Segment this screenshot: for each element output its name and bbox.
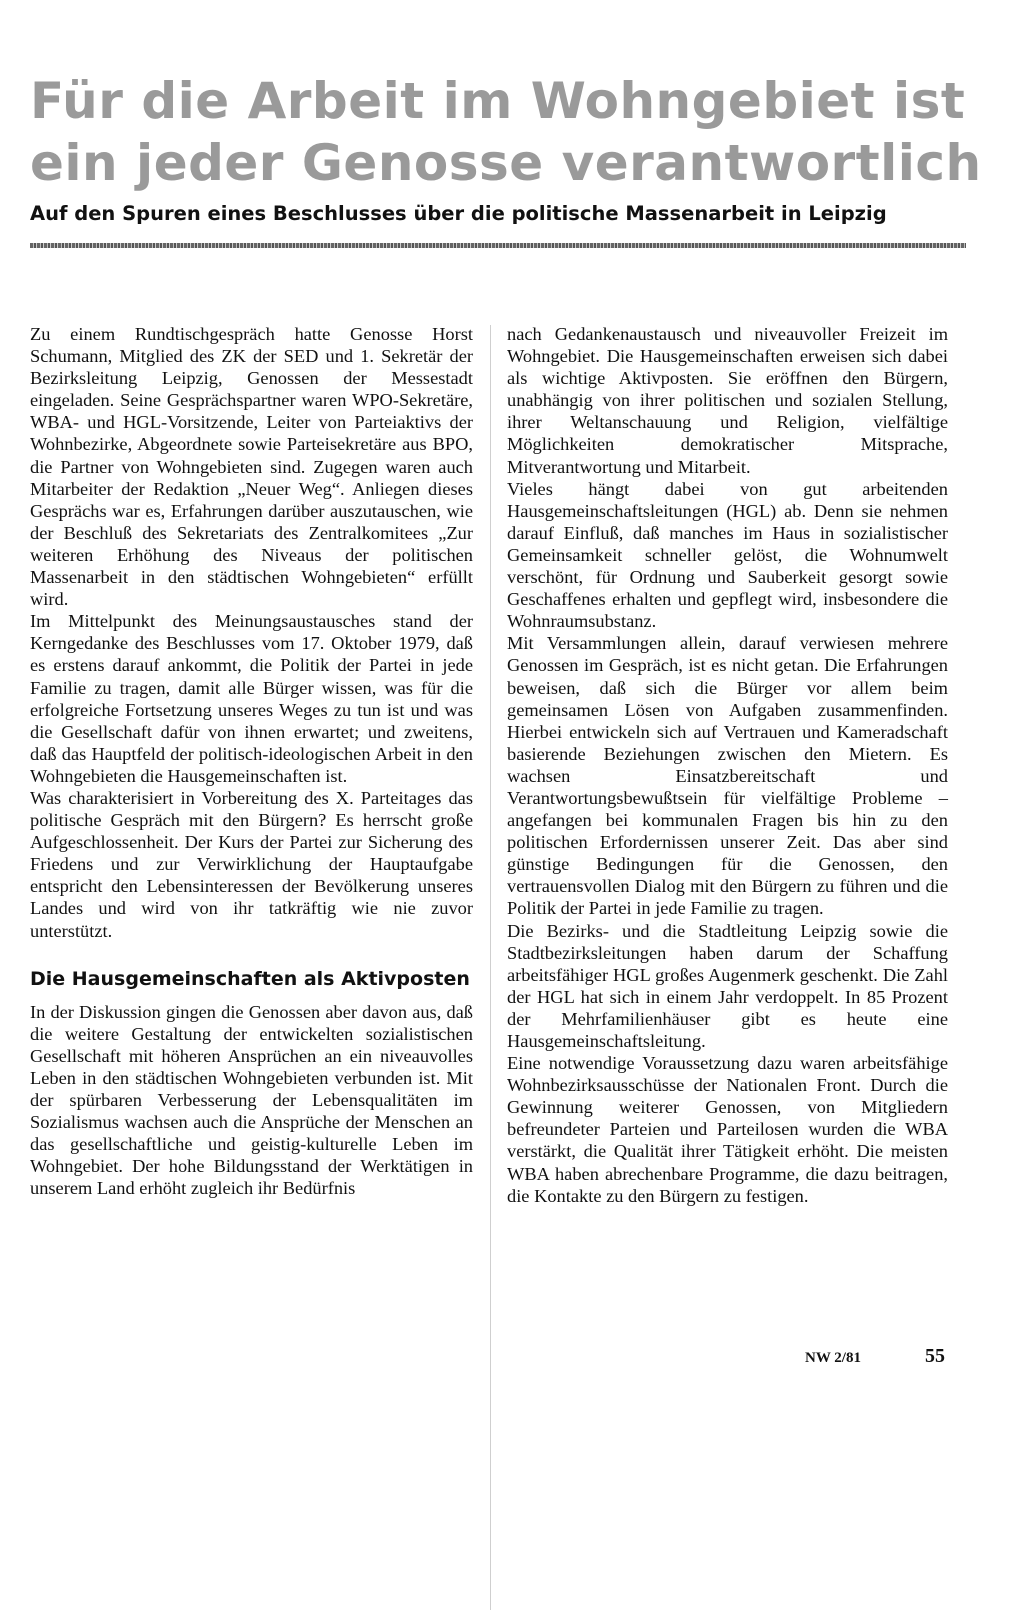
left-column [30,323,473,1199]
paragraph: Eine notwendige Voraussetzung dazu waren arbeitsfähige Wohnbezirksausschüsse der Nationalen Front. Durch die Gewinnung weiterer Genossen, von Mitgliedern befreundeter Parteien und Parteilosen wurden die WBA verstärkt, die Qualität ihrer Tätigkeit erhöht. Die meisten WBA haben abrechenbare Programme, die dazu beitragen, die Kontakte zu den Bürgern zu festigen. [507,1053,948,1206]
column-divider [490,325,491,1610]
paragraph: Vieles hängt dabei von gut arbeitenden Hausgemeinschaftsleitungen (HGL) ab. Denn sie nehmen darauf Einfluß, daß manches im Haus in sozialistischer Gemeinsamkeit schneller gelöst, die Wohnumwelt verschönt, für Ordnung und Sauberkeit gesorgt sowie Geschaffenes erhalten und gepflegt wird, insbesondere die Wohnraumsubstanz. [507,478,948,632]
right-column [507,323,948,1207]
section-heading: Die Hausgemeinschaften als Aktivposten [30,967,470,990]
article-title: Für die Arbeit im Wohngebiet ist ein jeder Genosse verantwortlich [30,72,982,192]
paragraph: Die Bezirks- und die Stadtleitung Leipzig sowie die Stadtbezirksleitungen haben darum der Schaffung arbeitsfähiger HGL großes Augenmerk geschenkt. Die Zahl der HGL hat sich in einem Jahr verdoppelt. In 85 Prozent der Mehrfamilienhäuser gibt es heute eine Hausgemeinschaftsleitung. [507,920,948,1051]
paragraph: nach Gedankenaustausch und niveauvoller Freizeit im Wohngebiet. Die Hausgemeinschaften erweisen sich dabei als wichtige Aktivposten. Sie eröffnen den Bürgern, unabhängig von ihrer politischen und sozialen Stellung, ihrer Weltanschauung und Religion, vielfältige Möglichkeiten demokratischer Mitsprache, Mitverantwortung und Mitarbeit. [507,324,948,477]
page-number: 55 [925,1345,945,1367]
paragraph: Mit Versammlungen allein, darauf verwiesen mehrere Genossen im Gespräch, ist es nicht getan. Die Erfahrungen beweisen, daß sich die Bürger vor allem beim gemeinsamen Lösen von Aufgaben zusammenfinden. Hierbei entwickeln sich auf Vertrauen und Kameradschaft basierende Beziehungen zwischen den Mietern. Es wachsen Einsatzbereitschaft und Verantwortungsbewußtsein für vielfältige Probleme – angefangen bei kommunalen Fragen bis hin zu den politischen Erfordernissen unserer Zeit. Das aber sind günstige Bedingungen für die Genossen, den vertrauensvollen Dialog mit den Bürgern zu führen und die Politik der Partei in jede Familie zu tragen. [507,633,948,919]
paragraph: Was charakterisiert in Vorbereitung des X. Parteitages das politische Gespräch mit den Bürgern? Es herrscht große Aufgeschlossenheit. Der Kurs der Partei zur Sicherung des Friedens und zur Verwirklichung der Hauptaufgabe entspricht den Lebensinteressen der Bevölkerung unseres Landes und wird von ihr tatkräftig wie nie zuvor unterstützt. [30,787,473,941]
paragraph: Zu einem Rundtischgespräch hatte Genosse Horst Schumann, Mitglied des ZK der SED und 1. Sekretär der Bezirksleitung Leipzig, Genossen der Messestadt eingeladen. Seine Gesprächspartner waren WPO-Sekretäre, WBA- und HGL-Vorsitzende, Leiter von Parteiaktivs der Wohnbezirke, Abgeordnete sowie Parteisekretäre aus BPO, die Partner von Wohngebieten sind. Zugegen waren auch Mitarbeiter der Redaktion „Neuer Weg“. Anliegen dieses Gesprächs war es, Erfahrungen darüber auszutauschen, wie der Beschluß des Sekretariats des Zentralkomitees „Zur weiteren Erhöhung des Niveaus der politischen Massenarbeit in den städtischen Wohngebieten“ erfüllt wird. [30,324,473,610]
title-rule [30,243,966,248]
issue-reference: NW 2/81 [805,1350,861,1366]
paragraph: In der Diskussion gingen die Genossen aber davon aus, daß die weitere Gestaltung der entwickelten sozialistischen Gesellschaft mit höheren Ansprüchen an ein niveauvolles Leben in den städtischen Wohngebieten verbunden ist. Mit der spürbaren Verbesserung der Lebensqualitäten im Sozialismus wachsen auch die Ansprüche der Menschen an das gesellschaftliche und geistig-kulturelle Leben im Wohngebiet. Der hohe Bildungsstand der Werktätigen in unserem Land erhöht zugleich ihr Bedürfnis [30,1001,473,1199]
article-subtitle: Auf den Spuren eines Beschlusses über die politische Massenarbeit in Leipzig [30,202,887,225]
paragraph: Im Mittelpunkt des Meinungsaustausches stand der Kerngedanke des Beschlusses vom 17. Oktober 1979, daß es erstens darauf ankommt, die Politik der Partei in jede Familie zu tragen, damit alle Bürger wissen, was für die erfolgreiche Fortsetzung unseres Weges zu tun ist und was die Gesellschaft dafür von ihnen erwartet; und zweitens, daß das Hauptfeld der politisch-ideologischen Arbeit in den Wohngebieten die Hausgemeinschaften ist. [30,611,473,786]
